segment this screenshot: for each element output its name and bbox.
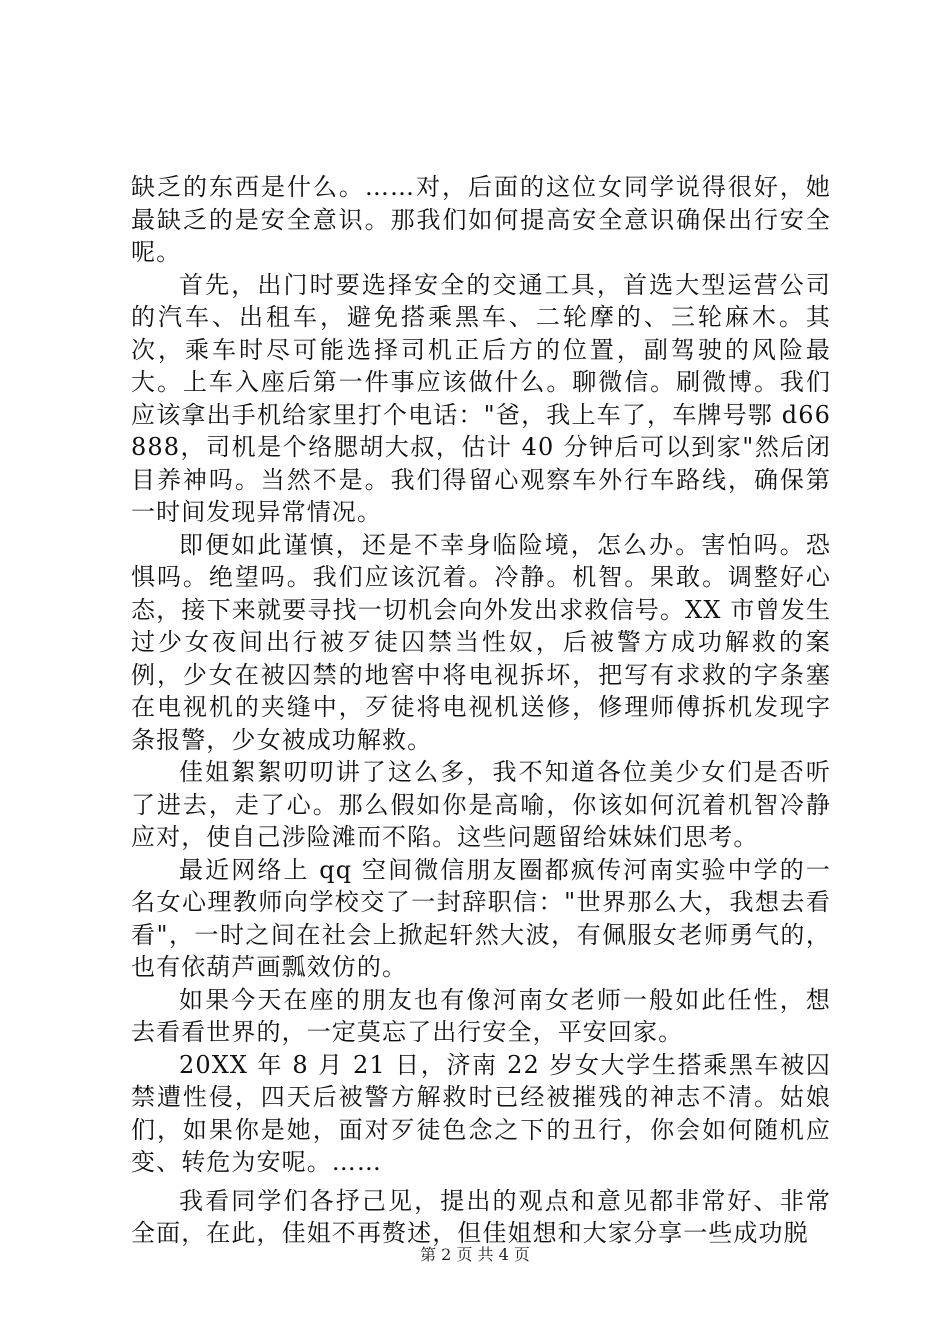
paragraph-3: 即便如此谨慎，还是不幸身临险境，怎么办。害怕吗。恐惧吗。绝望吗。我们应该沉着。冷静。机智。果敢。调整好心态，接下来就要寻找一切机会向外发出求救信号。XX 市曾发生过少女夜间出行被歹徒囚禁当性奴，后被警方成功解救的案例，少女在被囚禁的地窖中将电视拆坏，把写有求救的字条塞在电视机的夹缝中，歹徒将电视机送修，修理师傅拆机发现字条报警，少女被成功解救。 — [131, 530, 831, 754]
paragraph-4: 佳姐絮絮叨叨讲了这么多，我不知道各位美少女们是否听了进去，走了心。那么假如你是高喻，你该如何沉着机智冷静应对，使自己涉险滩而不陷。这些问题留给妹妹们思考。 — [131, 758, 831, 851]
paragraph-7: 20XX 年 8 月 21 日，济南 22 岁女大学生搭乘黑车被囚禁遭性侵，四天后被警方解救时已经被摧残的神志不清。姑娘们，如果你是她，面对歹徒色念之下的丑行，你会如何随机应变、转危为安呢。…… — [131, 1050, 831, 1176]
paragraph-6: 如果今天在座的朋友也有像河南女老师一般如此任性，想去看看世界的，一定莫忘了出行安全，平安回家。 — [131, 985, 831, 1046]
paragraph-2: 首先，出门时要选择安全的交通工具，首选大型运营公司的汽车、出租车，避免搭乘黑车、二轮摩的、三轮麻木。其次，乘车时尽可能选择司机正后方的位置，副驾驶的风险最大。上车入座后第一件事应该做什么。聊微信。刷微博。我们应该拿出手机给家里打个电话："爸，我上车了，车牌号鄂 d66888，司机是个络腮胡大叔，估计 40 分钟后可以到家"然后闭目养神吗。当然不是。我们得留心观察车外行车路线，确保第一时间发现异常情况。 — [131, 270, 831, 526]
page-number-footer: 第 2 页 共 4 页 — [420, 1245, 530, 1264]
paragraph-1: 缺乏的东西是什么。……对，后面的这位女同学说得很好，她最缺乏的是安全意识。那我们如何提高安全意识确保出行安全呢。 — [131, 173, 831, 266]
paragraph-5: 最近网络上 qq 空间微信朋友圈都疯传河南实验中学的一名女心理教师向学校交了一封辞职信："世界那么大，我想去看看"，一时之间在社会上掀起轩然大波，有佩服女老师勇气的，也有依葫芦画瓢效仿的。 — [131, 855, 831, 981]
paragraph-8: 我看同学们各抒己见，提出的观点和意见都非常好、非常全面，在此，佳姐不再赘述，但佳姐想和大家分享一些成功脱 — [131, 1186, 831, 1247]
document-body — [131, 171, 831, 1250]
